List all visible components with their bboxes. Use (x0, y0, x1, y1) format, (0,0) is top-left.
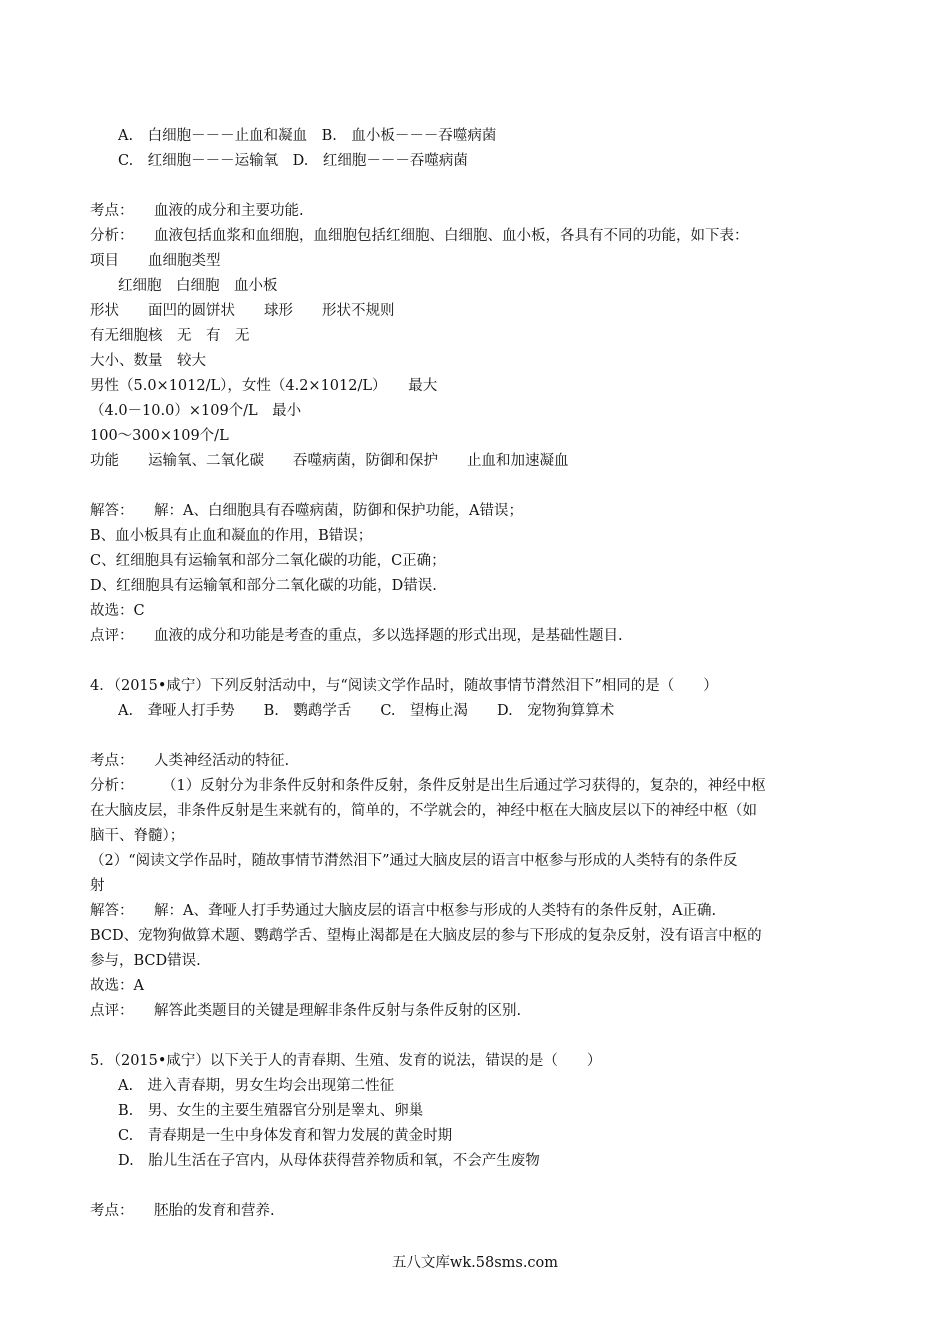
q5-stem: 5．（2015•咸宁）以下关于人的青春期、生殖、发育的说法，错误的是（ ） (90, 1053, 602, 1069)
q3-answer-line: B、血小板具有止血和凝血的作用，B错误； (90, 528, 373, 544)
q5-option: C. 青春期是一生中身体发育和智力发展的黄金时期 (118, 1128, 453, 1144)
q3-table-row: 项目 血细胞类型 (90, 253, 221, 269)
q4-point (90, 752, 289, 770)
q3-table-row: 100～300×109个/L (90, 428, 229, 444)
q3-table-row: 红细胞 白细胞 血小板 (118, 278, 278, 294)
q3-point-label: 考点： (90, 203, 134, 219)
page-footer: 五八文库wk.58sms.com (391, 1255, 559, 1271)
q4-options: A. 聋哑人打手势 B. 鹦鹉学舌 C. 望梅止渴 D. 宠物狗算算术 (118, 703, 615, 719)
q3-answer-line: C、红细胞具有运输氧和部分二氧化碳的功能，C正确； (90, 553, 446, 569)
q4-comment-label: 点评： (90, 1003, 134, 1019)
q4-comment (90, 1002, 521, 1020)
q4-answer-line: 解：A、聋哑人打手势通过大脑皮层的语言中枢参与形成的人类特有的条件反射，A正确. (154, 903, 717, 919)
q3-analysis (90, 227, 749, 245)
q4-point-text: 人类神经活动的特征. (154, 753, 290, 769)
q3-option-line-1: A. 白细胞－－－止血和凝血 B. 血小板－－－吞噬病菌 (118, 128, 497, 144)
q4-analysis-line: （2）“阅读文学作品时，随故事情节潸然泪下”通过大脑皮层的语言中枢参与形成的人类特有的条件反 (90, 853, 738, 869)
q4-answer-line: BCD、宠物狗做算术题、鹦鹉学舌、望梅止渴都是在大脑皮层的参与下形成的复杂反射，没有语言中枢的 (90, 928, 762, 944)
q3-comment-text: 血液的成分和功能是考查的重点，多以选择题的形式出现，是基础性题目. (154, 628, 623, 644)
q3-choice: 故选：C (90, 603, 145, 619)
q3-table-row: 大小、数量 较大 (90, 353, 206, 369)
q4-analysis (90, 777, 766, 795)
q3-comment-label: 点评： (90, 628, 134, 644)
q3-point-text: 血液的成分和主要功能. (154, 203, 304, 219)
q5-point (90, 1202, 275, 1220)
q3-answer-label: 解答： (90, 503, 134, 519)
q5-option: B. 男、女生的主要生殖器官分别是睾丸、卵巢 (118, 1103, 424, 1119)
q5-option: D. 胎儿生活在子宫内，从母体获得营养物质和氧，不会产生废物 (118, 1153, 540, 1169)
q5-point-label: 考点： (90, 1203, 134, 1219)
q4-analysis-line: （1）反射分为非条件反射和条件反射，条件反射是出生后通过学习获得的，复杂的，神经中枢 (162, 778, 766, 794)
q4-analysis-label: 分析： (90, 778, 134, 794)
q3-table-row: 形状 面凹的圆饼状 球形 形状不规则 (90, 303, 395, 319)
q4-analysis-line: 在大脑皮层，非条件反射是生来就有的，简单的，不学就会的，神经中枢在大脑皮层以下的神经中枢（如 (90, 803, 757, 819)
q4-choice: 故选：A (90, 978, 144, 994)
q3-answer-line: D、红细胞具有运输氧和部分二氧化碳的功能，D错误. (90, 578, 437, 594)
q4-answer-line: 参与，BCD错误. (90, 953, 201, 969)
q3-point (90, 202, 304, 220)
q3-table-row: 有无细胞核 无 有 无 (90, 328, 250, 344)
q4-analysis-line: 射 (90, 878, 105, 894)
q3-analysis-label: 分析： (90, 228, 134, 244)
q5-option: A. 进入青春期，男女生均会出现第二性征 (118, 1078, 395, 1094)
q4-comment-text: 解答此类题目的关键是理解非条件反射与条件反射的区别. (154, 1003, 522, 1019)
q4-answer-label: 解答： (90, 903, 134, 919)
q3-option-line-2: C. 红细胞－－－运输氧 D. 红细胞－－－吞噬病菌 (118, 153, 468, 169)
q3-table-row: 男性（5.0×1012/L），女性（4.2×1012/L） 最大 (90, 378, 438, 394)
q3-table-row: （4.0－10.0）×109个/L 最小 (90, 403, 302, 419)
q4-answer (90, 902, 716, 920)
q3-answer-line: 解：A、白细胞具有吞噬病菌，防御和保护功能，A错误； (154, 503, 523, 519)
q3-table-row: 功能 运输氧、二氧化碳 吞噬病菌，防御和保护 止血和加速凝血 (90, 453, 569, 469)
q4-point-label: 考点： (90, 753, 134, 769)
q4-analysis-line: 脑干、脊髓）； (90, 828, 185, 844)
q3-comment (90, 627, 623, 645)
q4-stem: 4．（2015•咸宁）下列反射活动中，与“阅读文学作品时，随故事情节潸然泪下”相同的是（ ） (90, 678, 718, 694)
q5-point-text: 胚胎的发育和营养. (154, 1203, 275, 1219)
q3-answer (90, 502, 523, 520)
q3-analysis-text: 血液包括血浆和血细胞，血细胞包括红细胞、白细胞、血小板，各具有不同的功能，如下表： (154, 228, 749, 244)
